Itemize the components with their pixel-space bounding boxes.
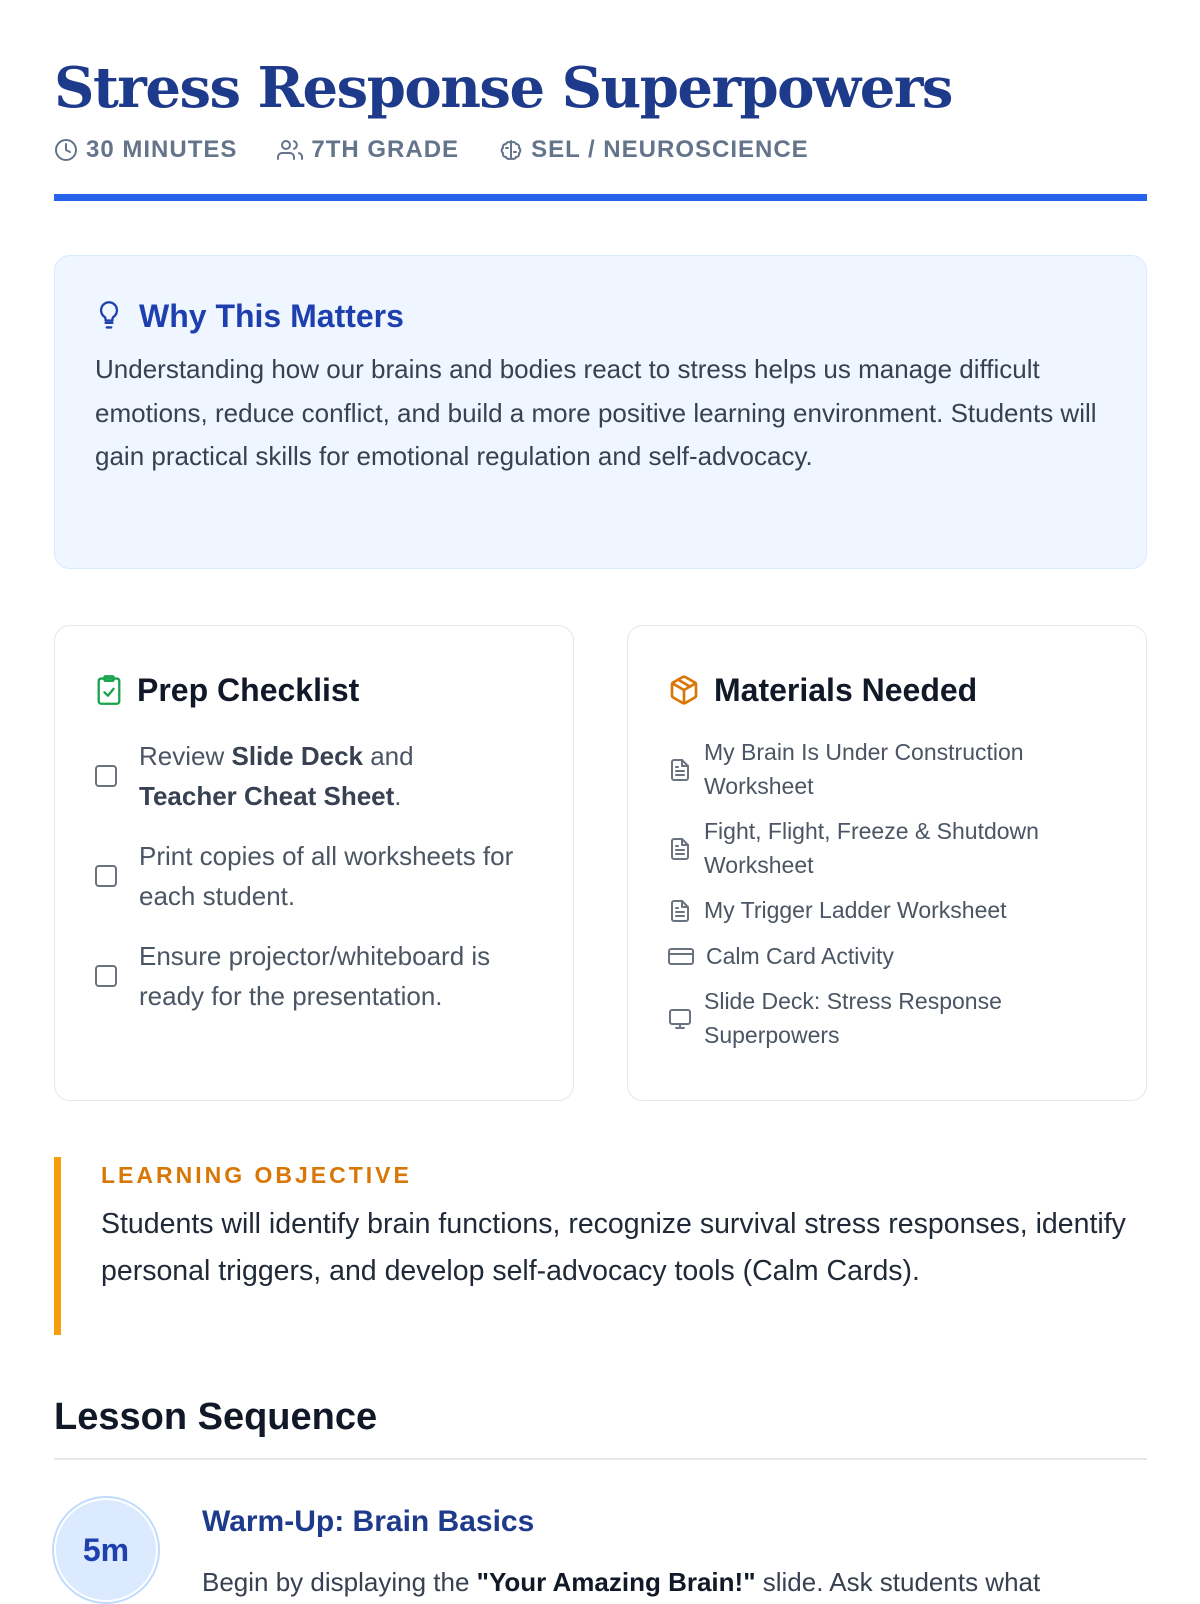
why-body: Understanding how our brains and bodies react to stress helps us manage difficult emotions, reduce conflict, and build a more positive learning environment. Students will gain practical skills for emotional regulation and self-advocacy.: [95, 354, 1097, 471]
prep-header: [95, 666, 533, 714]
brain-icon: [499, 138, 523, 162]
meta-duration-label: 30 MINUTES: [86, 136, 238, 163]
credit-card-icon: [668, 944, 694, 968]
checkbox[interactable]: [95, 965, 117, 987]
step-duration-badge: 5m: [54, 1498, 158, 1602]
lightbulb-icon: [95, 300, 123, 332]
learning-objective: [54, 1157, 1147, 1335]
materials-card: [627, 625, 1147, 1101]
prep-checklist-card: [54, 625, 574, 1101]
meta-grade: [277, 136, 459, 164]
prep-item-bold: Teacher Cheat Sheet: [139, 781, 395, 811]
meta-subject: [499, 136, 809, 164]
prep-item-text: .: [394, 781, 402, 811]
prep-item-text: Review: [139, 741, 232, 771]
materials-title: Materials Needed: [714, 671, 978, 708]
material-label: Calm Card Activity: [706, 942, 894, 969]
monitor-icon: [668, 1007, 692, 1031]
lesson-meta: [54, 132, 849, 168]
box-icon: [668, 674, 700, 706]
file-text-icon: [668, 837, 692, 861]
why-title: Why This Matters: [139, 297, 404, 334]
why-this-matters-callout: [54, 255, 1147, 569]
checkbox[interactable]: [95, 865, 117, 887]
meta-duration: [54, 136, 237, 164]
step-text: slide. Ask students what: [755, 1567, 1041, 1597]
why-header: [95, 292, 1106, 340]
material-item: [668, 985, 1106, 1052]
meta-grade-label: 7TH GRADE: [311, 136, 460, 163]
prep-item[interactable]: [95, 936, 533, 1016]
prep-item-label: Ensure projector/whiteboard is ready for the presentation.: [139, 941, 491, 1011]
users-icon: [277, 138, 303, 162]
clipboard-check-icon: [95, 674, 123, 706]
file-text-icon: [668, 758, 692, 782]
objective-label: LEARNING OBJECTIVE: [101, 1162, 412, 1188]
material-item: [668, 736, 1106, 803]
prep-item-text: and: [363, 741, 414, 771]
prep-item-label: [139, 736, 414, 816]
prep-item-bold: Slide Deck: [231, 741, 363, 771]
material-label: Slide Deck: Stress Response Superpowers: [704, 988, 1002, 1048]
step-title: Warm-Up: Brain Basics: [202, 1505, 535, 1538]
step-text-bold: "Your Amazing Brain!": [476, 1567, 756, 1597]
section-title: Lesson Sequence: [54, 1396, 378, 1438]
material-item: [668, 940, 1106, 974]
file-text-icon: [668, 899, 692, 923]
objective-text: Students will identify brain functions, recognize survival stress responses, identify personal triggers, and develop self-advocacy tools (Calm Cards).: [101, 1208, 1126, 1287]
prep-title: Prep Checklist: [137, 671, 360, 708]
header-divider: [54, 194, 1147, 201]
material-label: My Trigger Ladder Worksheet: [704, 897, 1007, 923]
section-divider: [54, 1458, 1147, 1460]
material-item: [668, 894, 1106, 928]
clock-icon: [54, 138, 78, 162]
step-text: Begin by displaying the: [202, 1567, 477, 1597]
material-label: Fight, Flight, Freeze & Shutdown Worksheet: [704, 818, 1039, 878]
material-item: [668, 815, 1106, 882]
material-label: My Brain Is Under Construction Worksheet: [704, 739, 1024, 799]
prep-item[interactable]: [95, 736, 533, 816]
checkbox[interactable]: [95, 765, 117, 787]
step-description: [202, 1560, 1142, 1604]
page-title: Stress Response Superpowers: [54, 55, 952, 121]
materials-header: [668, 666, 1106, 714]
meta-subject-label: SEL / NEUROSCIENCE: [531, 136, 809, 163]
prep-item[interactable]: [95, 836, 533, 916]
prep-item-label: Print copies of all worksheets for each student.: [139, 841, 514, 911]
